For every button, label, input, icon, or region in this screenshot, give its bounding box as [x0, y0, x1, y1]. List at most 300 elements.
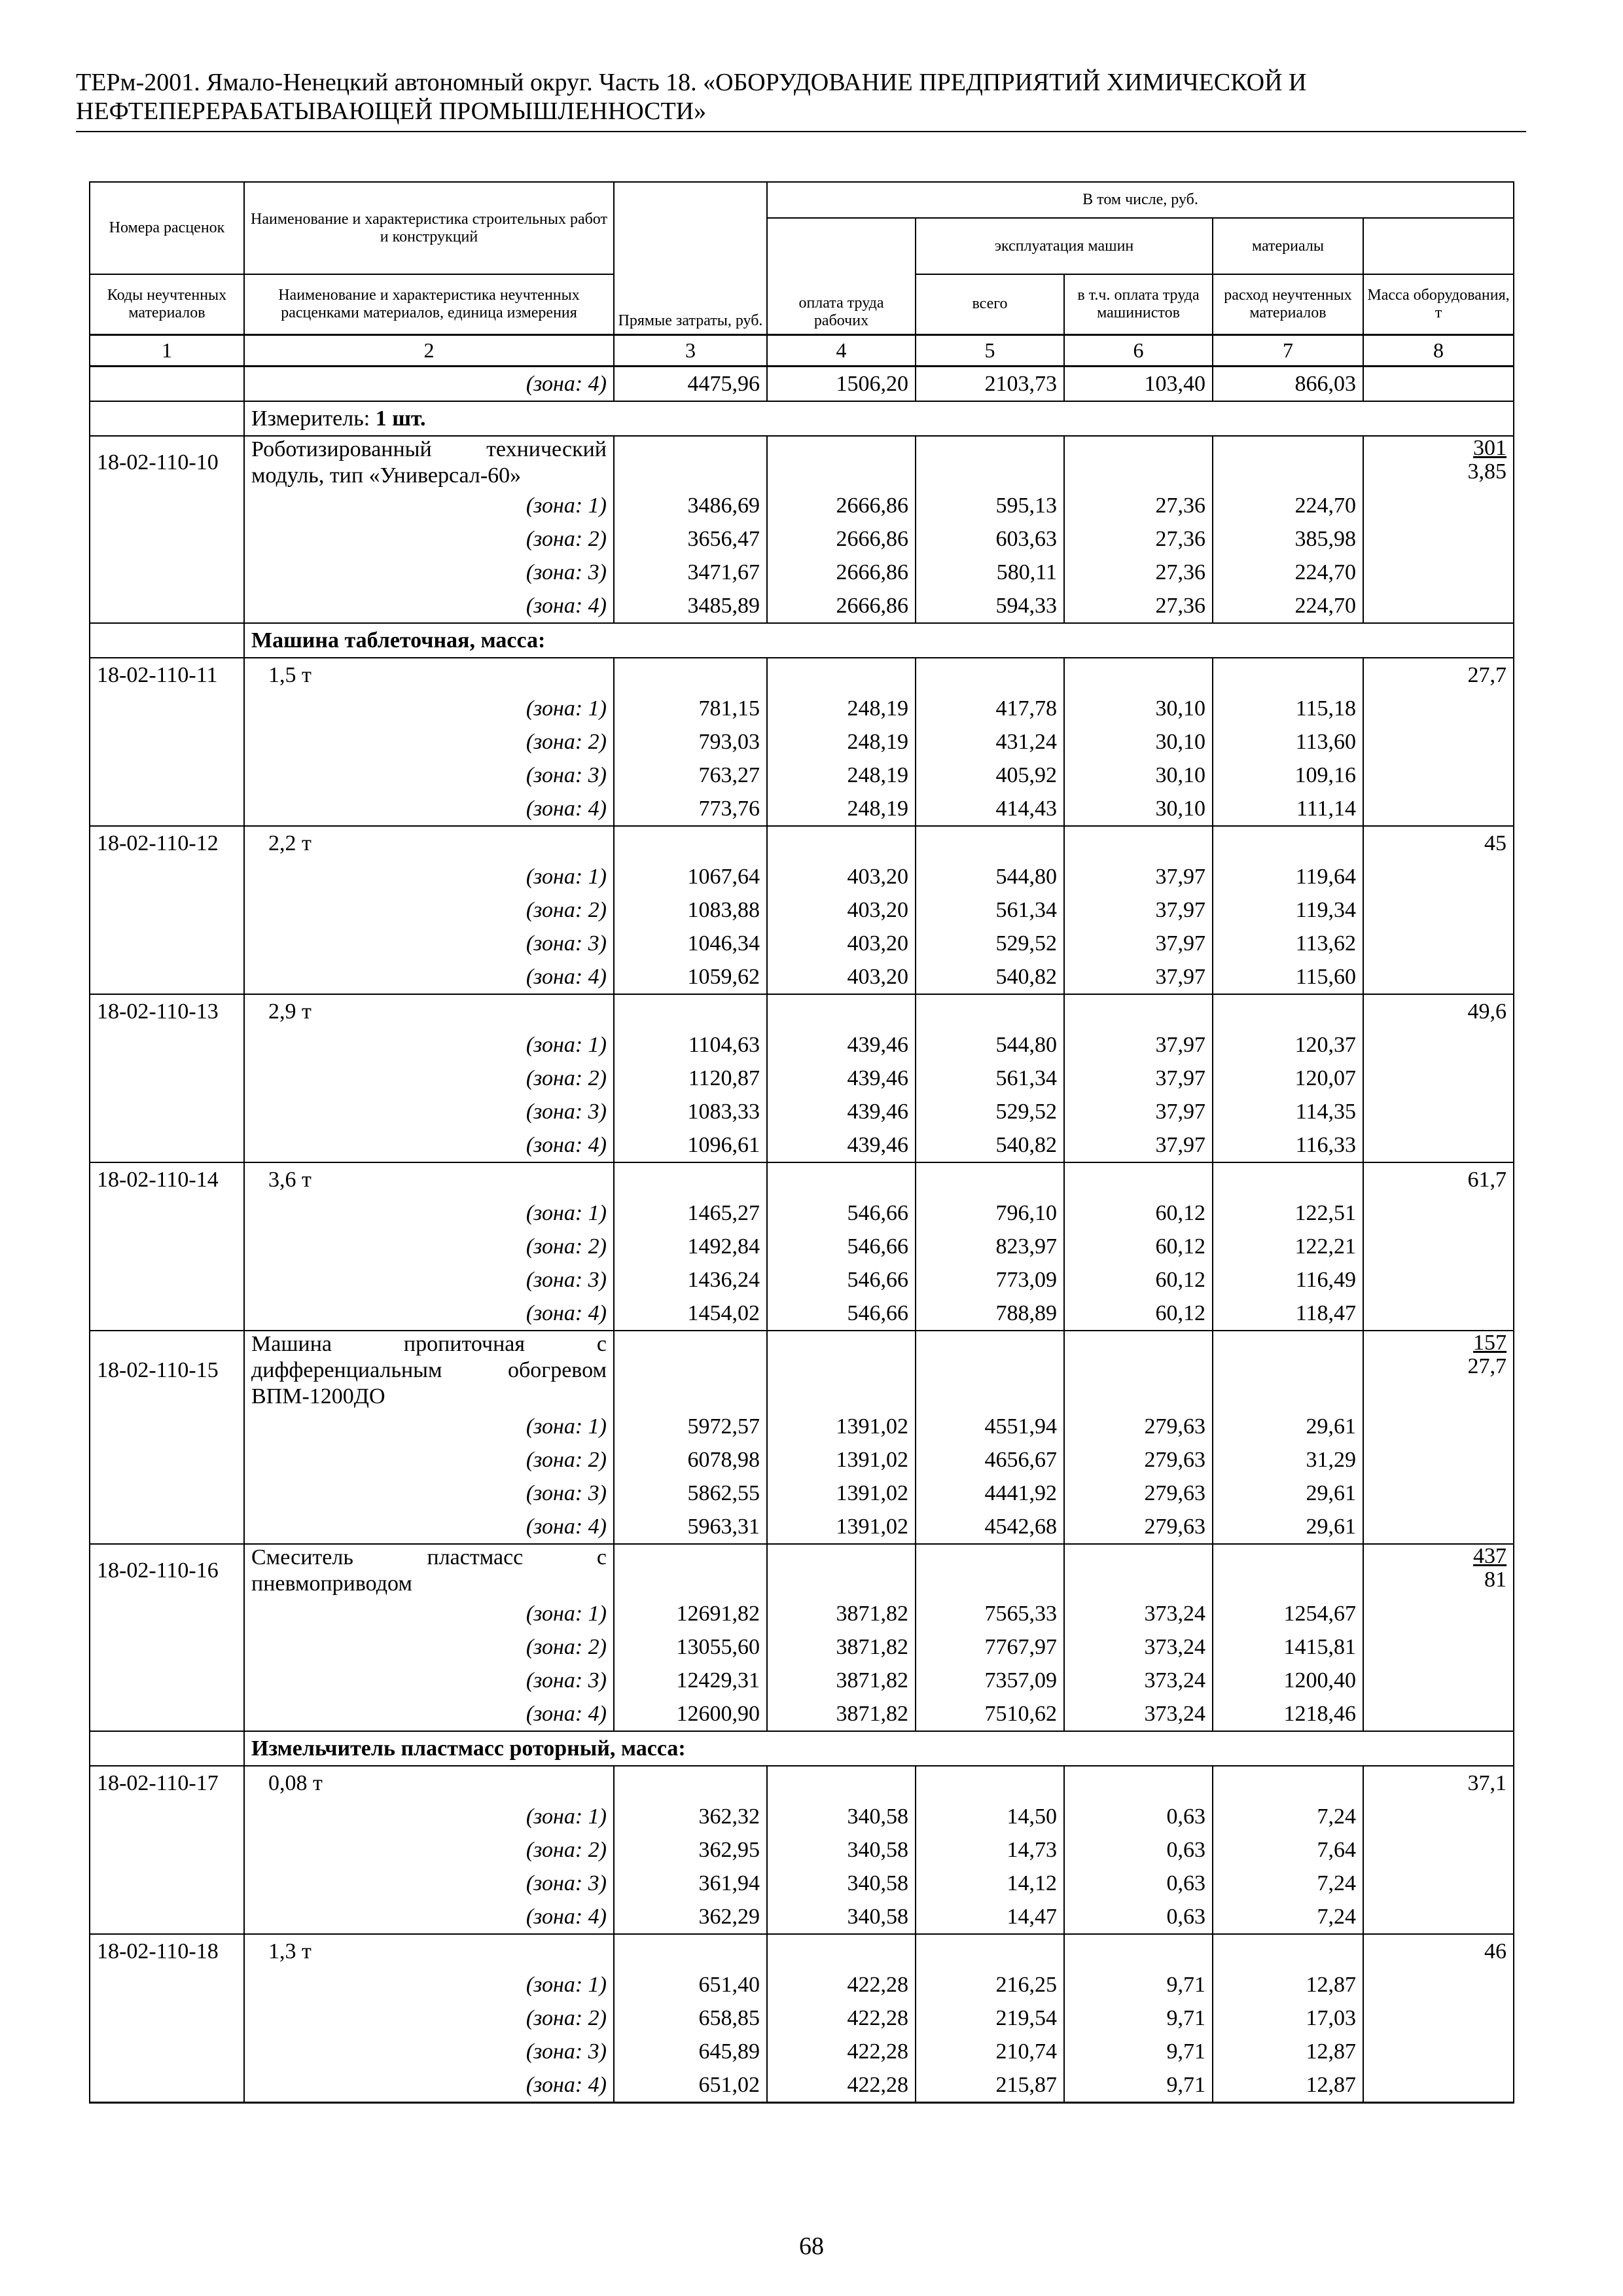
code-cell [90, 1697, 244, 1731]
materials: 115,18 [1213, 692, 1363, 725]
section-title: Измельчитель пластмасс роторный, масса: [244, 1731, 1514, 1766]
driver-wages: 0,63 [1064, 1833, 1213, 1867]
code-cell [90, 1867, 244, 1900]
code-cell [90, 893, 244, 927]
zone-label: (зона: 4) [244, 960, 614, 994]
direct-cost: 1059,62 [614, 960, 767, 994]
empty-cell [1064, 1934, 1213, 1968]
zone-label: (зона: 2) [244, 1443, 614, 1477]
col-number: 3 [614, 334, 767, 366]
direct-cost: 362,32 [614, 1800, 767, 1833]
driver-wages: 373,24 [1064, 1597, 1213, 1630]
labor-mass-cell [1363, 1331, 1514, 1410]
zone-row [90, 1062, 1514, 1095]
rate-code: 18-02-110-17 [90, 1766, 244, 1800]
zone-row [90, 1477, 1514, 1510]
empty-cell [767, 994, 916, 1028]
machines-total: 540,82 [916, 960, 1064, 994]
empty-cell [614, 436, 767, 489]
zone-label: (зона: 3) [244, 1867, 614, 1900]
materials: 116,33 [1213, 1128, 1363, 1162]
rate-name: Смеситель пластмасс с пневмоприводом [244, 1544, 614, 1597]
driver-wages: 60,12 [1064, 1263, 1213, 1297]
machines-total: 595,13 [916, 489, 1064, 522]
wages: 403,20 [767, 927, 916, 960]
wages: 248,19 [767, 792, 916, 826]
th-mass: Масса оборудования, т [1363, 274, 1514, 334]
driver-wages: 37,97 [1064, 1128, 1213, 1162]
labor-mass-cell [1363, 1934, 1514, 1968]
labor-cell [1363, 366, 1514, 401]
driver-wages: 30,10 [1064, 692, 1213, 725]
direct-cost: 5862,55 [614, 1477, 767, 1510]
wages: 2666,86 [767, 556, 916, 589]
wages: 546,66 [767, 1230, 916, 1263]
driver-wages: 9,71 [1064, 2068, 1213, 2103]
rate-code: 18-02-110-10 [90, 436, 244, 489]
empty-cell [1064, 1331, 1213, 1410]
labor-cell [1363, 1800, 1514, 1833]
driver-wages: 9,71 [1064, 2001, 1213, 2035]
labor-cell [1363, 2035, 1514, 2068]
empty-cell [614, 994, 767, 1028]
labor-cell [1363, 725, 1514, 759]
empty-cell [1064, 994, 1213, 1028]
machines-total: 14,47 [916, 1900, 1064, 1934]
zone-row [90, 1510, 1514, 1544]
th-mat-name: Наименование и характеристика неучтенных расценками материалов, единица измерения [244, 274, 614, 334]
empty-cell [767, 436, 916, 489]
empty-cell [916, 994, 1064, 1028]
code-cell [90, 1477, 244, 1510]
page-number: 68 [799, 2233, 824, 2260]
th-machines: эксплуатация машин [916, 218, 1213, 274]
direct-cost: 4475,96 [614, 366, 767, 401]
empty-cell [614, 1544, 767, 1597]
zone-label: (зона: 3) [244, 556, 614, 589]
machines-total: 4542,68 [916, 1510, 1064, 1544]
th-driver-wages: в т.ч. оплата труда машинистов [1064, 274, 1213, 334]
labor-cell [1363, 1128, 1514, 1162]
labor-cell [1363, 759, 1514, 792]
code-cell [90, 401, 244, 436]
materials: 29,61 [1213, 1477, 1363, 1510]
empty-cell [916, 1331, 1064, 1410]
direct-cost: 12691,82 [614, 1597, 767, 1630]
code-cell [90, 1128, 244, 1162]
zone-label: (зона: 2) [244, 1230, 614, 1263]
labor-mass-cell [1363, 1162, 1514, 1196]
materials: 113,62 [1213, 927, 1363, 960]
code-cell [90, 2035, 244, 2068]
wages: 248,19 [767, 692, 916, 725]
rate-item-row [90, 994, 1514, 1028]
wages: 439,46 [767, 1062, 916, 1095]
machines-total: 594,33 [916, 589, 1064, 623]
direct-cost: 1436,24 [614, 1263, 767, 1297]
empty-cell [1064, 826, 1213, 860]
driver-wages: 37,97 [1064, 860, 1213, 893]
machines-total: 14,12 [916, 1867, 1064, 1900]
labor-cell [1363, 1833, 1514, 1867]
labor-mass-cell [1363, 994, 1514, 1028]
empty-cell [916, 1544, 1064, 1597]
materials: 119,34 [1213, 893, 1363, 927]
zone-label: (зона: 2) [244, 2001, 614, 2035]
direct-cost: 5972,57 [614, 1410, 767, 1443]
zone-label: (зона: 4) [244, 1297, 614, 1331]
machines-total: 2103,73 [916, 366, 1064, 401]
mass-value: 27,7 [1467, 1354, 1507, 1378]
labor-cell [1363, 1196, 1514, 1230]
empty-cell [614, 1331, 767, 1410]
driver-wages: 279,63 [1064, 1510, 1213, 1544]
zone-label: (зона: 3) [244, 1664, 614, 1697]
code-cell [90, 1062, 244, 1095]
empty-cell [916, 1162, 1064, 1196]
labor-value: 301 [1473, 435, 1507, 460]
driver-wages: 27,36 [1064, 556, 1213, 589]
labor-mass-cell [1363, 1544, 1514, 1597]
empty-cell [1064, 1544, 1213, 1597]
rate-name: Машина пропиточная с дифференциальным обогревом ВПМ-1200ДО [244, 1331, 614, 1410]
driver-wages: 60,12 [1064, 1297, 1213, 1331]
direct-cost: 763,27 [614, 759, 767, 792]
labor-cell [1363, 1867, 1514, 1900]
rate-code: 18-02-110-13 [90, 994, 244, 1028]
labor-mass-cell [1363, 658, 1514, 692]
driver-wages: 30,10 [1064, 792, 1213, 826]
direct-cost: 1492,84 [614, 1230, 767, 1263]
direct-cost: 1046,34 [614, 927, 767, 960]
materials: 224,70 [1213, 489, 1363, 522]
direct-cost: 1120,87 [614, 1062, 767, 1095]
direct-cost: 13055,60 [614, 1630, 767, 1664]
zone-label: (зона: 4) [244, 1697, 614, 1731]
zone-label: (зона: 1) [244, 692, 614, 725]
code-cell [90, 927, 244, 960]
materials: 7,24 [1213, 1900, 1363, 1934]
zone-row [90, 2001, 1514, 2035]
empty-cell [767, 826, 916, 860]
labor-cell [1363, 1410, 1514, 1443]
wages: 1391,02 [767, 1443, 916, 1477]
wages: 439,46 [767, 1028, 916, 1062]
rate-code: 18-02-110-16 [90, 1544, 244, 1597]
driver-wages: 27,36 [1064, 589, 1213, 623]
zone-label: (зона: 3) [244, 2035, 614, 2068]
direct-cost: 3471,67 [614, 556, 767, 589]
th-rate-no: Номера расценок [90, 182, 244, 274]
page-header [76, 68, 1526, 126]
wages: 1506,20 [767, 366, 916, 401]
direct-cost: 651,40 [614, 1968, 767, 2001]
wages: 439,46 [767, 1128, 916, 1162]
wages: 248,19 [767, 725, 916, 759]
code-cell [90, 1664, 244, 1697]
direct-cost: 1104,63 [614, 1028, 767, 1062]
machines-total: 7565,33 [916, 1597, 1064, 1630]
driver-wages: 0,63 [1064, 1867, 1213, 1900]
materials: 12,87 [1213, 2035, 1363, 2068]
direct-cost: 362,29 [614, 1900, 767, 1934]
zone-row [90, 1230, 1514, 1263]
zone-row [90, 2035, 1514, 2068]
machines-total: 823,97 [916, 1230, 1064, 1263]
machines-total: 414,43 [916, 792, 1064, 826]
empty-cell [767, 658, 916, 692]
th-mat-codes: Коды неучтенных материалов [90, 274, 244, 334]
code-cell [90, 1900, 244, 1934]
zone-label: (зона: 4) [244, 589, 614, 623]
machines-total: 4656,67 [916, 1443, 1064, 1477]
zone-row [90, 692, 1514, 725]
empty-cell [916, 1934, 1064, 1968]
zone-label: (зона: 1) [244, 1196, 614, 1230]
zone-row [90, 1597, 1514, 1630]
zone-label: (зона: 1) [244, 1800, 614, 1833]
wages: 2666,86 [767, 522, 916, 556]
zone-label: (зона: 1) [244, 1968, 614, 2001]
table-header [90, 182, 1514, 366]
materials: 12,87 [1213, 2068, 1363, 2103]
materials: 12,87 [1213, 1968, 1363, 2001]
machines-total: 529,52 [916, 927, 1064, 960]
direct-cost: 5963,31 [614, 1510, 767, 1544]
labor-cell [1363, 2068, 1514, 2103]
machines-total: 7357,09 [916, 1664, 1064, 1697]
wages: 3871,82 [767, 1597, 916, 1630]
materials: 1218,46 [1213, 1697, 1363, 1731]
th-work-name: Наименование и характеристика строительных работ и конструкций [244, 182, 614, 274]
driver-wages: 60,12 [1064, 1196, 1213, 1230]
materials: 7,24 [1213, 1800, 1363, 1833]
driver-wages: 9,71 [1064, 2035, 1213, 2068]
driver-wages: 279,63 [1064, 1410, 1213, 1443]
materials: 120,07 [1213, 1062, 1363, 1095]
empty-cell [1213, 1544, 1363, 1597]
wages: 422,28 [767, 1968, 916, 2001]
direct-cost: 362,95 [614, 1833, 767, 1867]
empty-cell [1064, 658, 1213, 692]
direct-cost: 3486,69 [614, 489, 767, 522]
zone-label: (зона: 2) [244, 893, 614, 927]
col-number: 2 [244, 334, 614, 366]
direct-cost: 651,02 [614, 2068, 767, 2103]
materials: 1200,40 [1213, 1664, 1363, 1697]
zone-label: (зона: 3) [244, 1263, 614, 1297]
code-cell [90, 692, 244, 725]
labor-value: 61,7 [1467, 1167, 1507, 1192]
wages: 546,66 [767, 1196, 916, 1230]
col-number: 8 [1363, 334, 1514, 366]
empty-cell [916, 826, 1064, 860]
machines-total: 580,11 [916, 556, 1064, 589]
wages: 3871,82 [767, 1630, 916, 1664]
wages: 3871,82 [767, 1697, 916, 1731]
driver-wages: 0,63 [1064, 1800, 1213, 1833]
code-cell [90, 759, 244, 792]
code-cell [90, 1443, 244, 1477]
labor-cell [1363, 1062, 1514, 1095]
zone-label: (зона: 4) [244, 1900, 614, 1934]
labor-cell [1363, 1095, 1514, 1128]
materials: 1415,81 [1213, 1630, 1363, 1664]
machines-total: 210,74 [916, 2035, 1064, 2068]
zone-label: (зона: 4) [244, 366, 614, 401]
driver-wages: 373,24 [1064, 1630, 1213, 1664]
rates-table [89, 181, 1514, 2104]
machines-total: 773,09 [916, 1263, 1064, 1297]
direct-cost: 645,89 [614, 2035, 767, 2068]
zone-row [90, 1263, 1514, 1297]
empty-cell [767, 1331, 916, 1410]
empty-cell [614, 1766, 767, 1800]
code-cell [90, 725, 244, 759]
th-unaccounted-materials: расход неучтенных материалов [1213, 274, 1363, 334]
machines-total: 603,63 [916, 522, 1064, 556]
driver-wages: 27,36 [1064, 489, 1213, 522]
wages: 403,20 [767, 893, 916, 927]
zone-row [90, 1128, 1514, 1162]
code-cell [90, 1597, 244, 1630]
rate-code: 18-02-110-14 [90, 1162, 244, 1196]
col-number: 7 [1213, 334, 1363, 366]
rate-item-row [90, 826, 1514, 860]
zone-row [90, 1443, 1514, 1477]
labor-cell [1363, 1630, 1514, 1664]
labor-cell [1363, 2001, 1514, 2035]
section-row [90, 401, 1514, 436]
rate-name: 1,5 т [244, 658, 614, 692]
zone-row [90, 960, 1514, 994]
labor-cell [1363, 1263, 1514, 1297]
code-cell [90, 1833, 244, 1867]
driver-wages: 373,24 [1064, 1664, 1213, 1697]
labor-cell [1363, 692, 1514, 725]
direct-cost: 793,03 [614, 725, 767, 759]
machines-total: 431,24 [916, 725, 1064, 759]
zone-row [90, 725, 1514, 759]
direct-cost: 1465,27 [614, 1196, 767, 1230]
th-direct: Прямые затраты, руб. [614, 182, 767, 334]
section-row [90, 1731, 1514, 1766]
zone-label: (зона: 1) [244, 1597, 614, 1630]
empty-cell [1213, 1934, 1363, 1968]
section-title-plain: Измеритель: [251, 406, 376, 431]
materials: 224,70 [1213, 589, 1363, 623]
empty-cell [767, 1934, 916, 1968]
labor-value: 27,7 [1467, 662, 1507, 687]
zone-label: (зона: 3) [244, 1095, 614, 1128]
code-cell [90, 1410, 244, 1443]
zone-label: (зона: 2) [244, 522, 614, 556]
table-body [90, 366, 1514, 2102]
empty-cell [767, 1544, 916, 1597]
wages: 340,58 [767, 1800, 916, 1833]
code-cell [90, 960, 244, 994]
direct-cost: 773,76 [614, 792, 767, 826]
machines-total: 7510,62 [916, 1697, 1064, 1731]
machines-total: 796,10 [916, 1196, 1064, 1230]
driver-wages: 373,24 [1064, 1697, 1213, 1731]
machines-total: 219,54 [916, 2001, 1064, 2035]
labor-cell [1363, 1443, 1514, 1477]
header-line-2: НЕФТЕПЕРЕРАБАТЫВАЮЩЕЙ ПРОМЫШЛЕННОСТИ» [76, 98, 707, 125]
col-number: 5 [916, 334, 1064, 366]
rate-item-row [90, 658, 1514, 692]
wages: 3871,82 [767, 1664, 916, 1697]
wages: 2666,86 [767, 489, 916, 522]
driver-wages: 37,97 [1064, 1062, 1213, 1095]
zone-label: (зона: 4) [244, 2068, 614, 2103]
labor-value: 157 [1473, 1330, 1507, 1355]
driver-wages: 279,63 [1064, 1477, 1213, 1510]
labor-cell [1363, 1297, 1514, 1331]
driver-wages: 37,97 [1064, 960, 1213, 994]
materials: 111,14 [1213, 792, 1363, 826]
zone-label: (зона: 2) [244, 1630, 614, 1664]
empty-cell [916, 436, 1064, 489]
header-line-1: ТЕРм-2001. Ямало-Ненецкий автономный округ. Часть 18. «ОБОРУДОВАНИЕ ПРЕДПРИЯТИЙ ХИМИЧЕСКОЙ И [76, 69, 1307, 96]
labor-cell [1363, 1968, 1514, 2001]
zone-label: (зона: 1) [244, 1410, 614, 1443]
code-cell [90, 1095, 244, 1128]
rate-name: 2,2 т [244, 826, 614, 860]
materials: 224,70 [1213, 556, 1363, 589]
empty-cell [767, 1162, 916, 1196]
machines-total: 215,87 [916, 2068, 1064, 2103]
zone-row [90, 1697, 1514, 1731]
machines-total: 529,52 [916, 1095, 1064, 1128]
zone-label: (зона: 4) [244, 1128, 614, 1162]
rate-name: Роботизированный технический модуль, тип «Универсал-60» [244, 436, 614, 489]
materials: 122,21 [1213, 1230, 1363, 1263]
driver-wages: 37,97 [1064, 1095, 1213, 1128]
materials: 29,61 [1213, 1410, 1363, 1443]
machines-total: 405,92 [916, 759, 1064, 792]
zone-row [90, 1196, 1514, 1230]
empty-cell [1213, 1766, 1363, 1800]
wages: 546,66 [767, 1263, 916, 1297]
zone-label: (зона: 2) [244, 1062, 614, 1095]
labor-mass-cell [1363, 826, 1514, 860]
wages: 1391,02 [767, 1510, 916, 1544]
th-wages: оплата труда рабочих [767, 218, 916, 334]
rate-code: 18-02-110-18 [90, 1934, 244, 1968]
wages: 422,28 [767, 2035, 916, 2068]
direct-cost: 3656,47 [614, 522, 767, 556]
empty-cell [767, 1766, 916, 1800]
zone-row [90, 1968, 1514, 2001]
zone-row [90, 522, 1514, 556]
section-title: Машина таблеточная, масса: [244, 623, 1514, 658]
labor-mass-cell [1363, 436, 1514, 489]
wages: 340,58 [767, 1833, 916, 1867]
empty-cell [916, 1766, 1064, 1800]
direct-cost: 1083,33 [614, 1095, 767, 1128]
wages: 422,28 [767, 2001, 916, 2035]
empty-cell [1213, 1162, 1363, 1196]
materials: 116,49 [1213, 1263, 1363, 1297]
materials: 385,98 [1213, 522, 1363, 556]
zone-row [90, 1410, 1514, 1443]
zone-row [90, 1833, 1514, 1867]
wages: 340,58 [767, 1900, 916, 1934]
zone-row [90, 1900, 1514, 1934]
rate-code: 18-02-110-11 [90, 658, 244, 692]
labor-cell [1363, 1477, 1514, 1510]
